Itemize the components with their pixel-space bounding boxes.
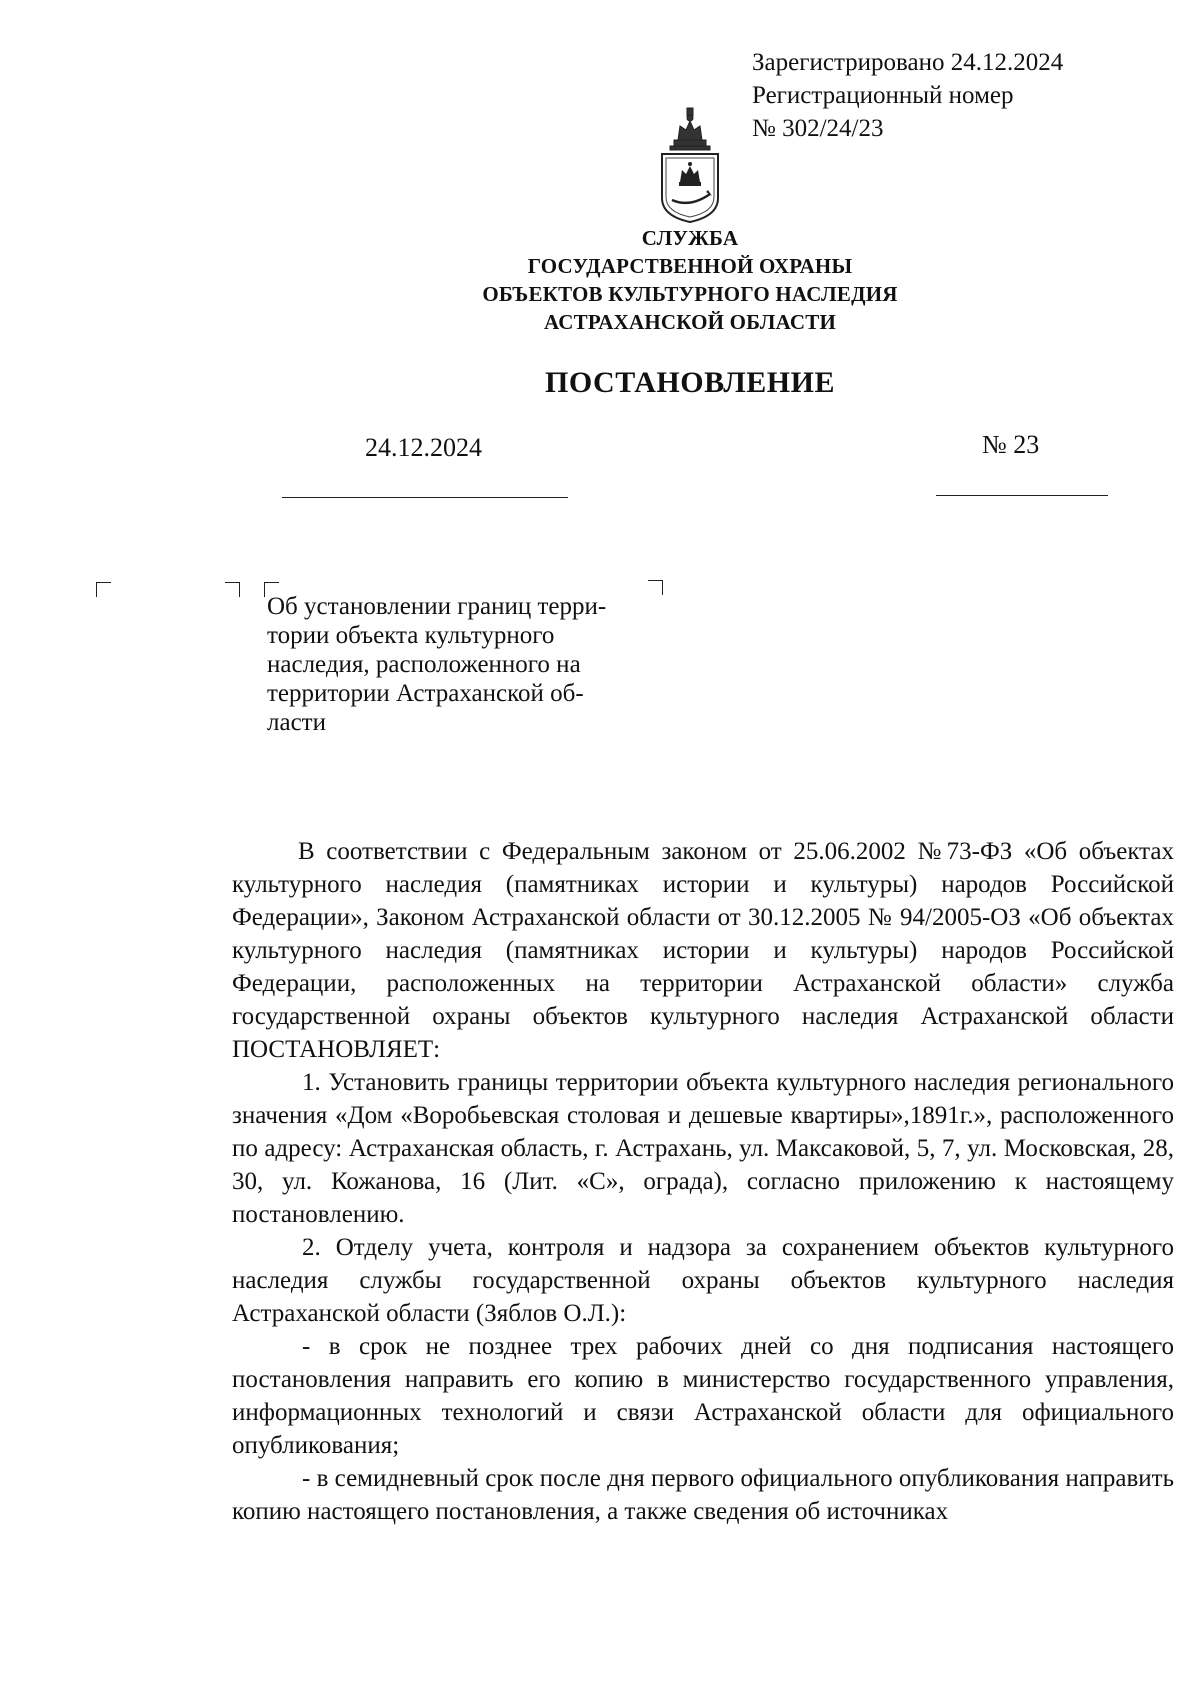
registration-date: Зарегистрировано 24.12.2024 (752, 49, 1064, 76)
agency-line-3: ОБЪЕКТОВ КУЛЬТУРНОГО НАСЛЕДИЯ (482, 282, 898, 306)
subject-corner-mark (225, 582, 240, 597)
agency-line-1: СЛУЖБА (641, 226, 739, 250)
subject-corner-mark (96, 582, 111, 597)
registration-label: Регистрационный номер (752, 82, 1014, 109)
document-date: 24.12.2024 (365, 433, 482, 462)
document-number: № 23 (982, 430, 1040, 459)
date-underline (282, 497, 568, 498)
dash-2-paragraph: - в семидневный срок после дня первого официального опубликования направить копию настоящего постановления, а также сведения об источниках (232, 1465, 1174, 1525)
agency-name (360, 224, 1020, 336)
number-underline (936, 495, 1108, 496)
document-title: ПОСТАНОВЛЕНИЕ (545, 366, 835, 399)
document-subject: Об установлении границ терри- тории объекта культурного наследия, расположенного на территории Астраханской об- ласти (267, 593, 607, 736)
astrakhan-coat-of-arms-icon (652, 106, 728, 226)
agency-line-4: АСТРАХАНСКОЙ ОБЛАСТИ (543, 310, 837, 334)
registration-number: № 302/24/23 (752, 115, 884, 142)
preamble-paragraph: В соответствии с Федеральным законом от 25.06.2002 №73-ФЗ «Об объектах культурного наследия (памятниках истории и культуры) народов Российской Федерации», Законом Астраханской области от 30.12.2005 № 94/2005-ОЗ «Об объектах культурного наследия (памятниках истории и культуры) народов Российской Федерации, расположенных на территории Астраханской области» служба государственной охраны объектов культурного наследия Астраханской области ПОСТАНОВЛЯЕТ: (232, 838, 1174, 1063)
item-1-paragraph: 1. Установить границы территории объекта культурного наследия регионального значения «Дом «Воробьевская столовая и дешевые квартиры»,1891г.», расположенного по адресу: Астраханская область, г. Астрахань, ул. Максаковой, 5, 7, ул. Московская, 28, 30, ул. Кожанова, 16 (Лит. «С», ограда), согласно приложению к настоящему постановлению. (232, 1069, 1174, 1228)
agency-line-2: ГОСУДАРСТВЕННОЙ ОХРАНЫ (527, 254, 853, 278)
registration-stamp (752, 46, 1063, 145)
dash-1-paragraph: - в срок не позднее трех рабочих дней со дня подписания настоящего постановления направить его копию в министерство государственного управления, информационных технологий и связи Астраханской области для официального опубликования; (232, 1333, 1174, 1459)
item-2-paragraph: 2. Отделу учета, контроля и надзора за сохранением объектов культурного наследия службы государственной охраны объектов культурного наследия Астраханской области (Зяблов О.Л.): (232, 1234, 1174, 1327)
document-body (232, 835, 1174, 1528)
